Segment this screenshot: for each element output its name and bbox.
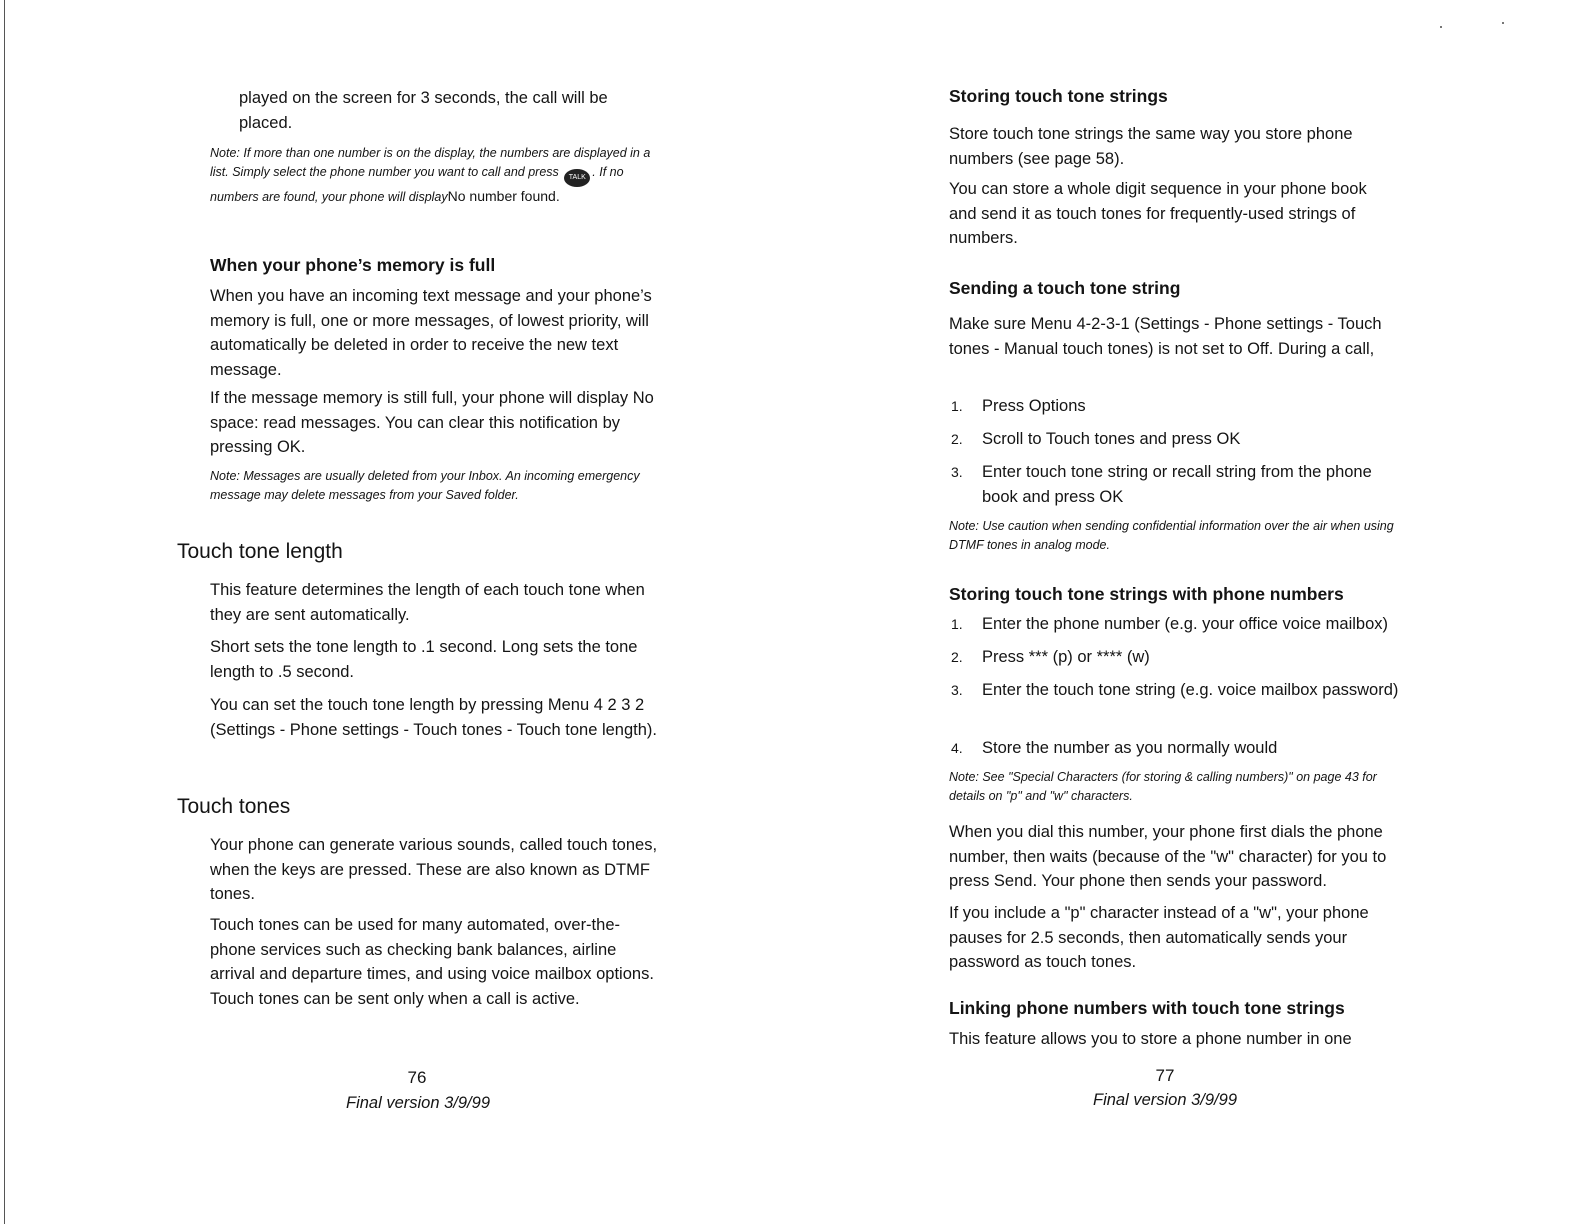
memory-full-paragraph-2: If the message memory is still full, your phone will display No space: read messages. You can clear this notification by pressing OK. — [210, 389, 654, 456]
touch-tone-length-paragraph-2: Short sets the tone length to .1 second. Long sets the tone length to .5 second. — [210, 638, 638, 681]
note-display-text: Note: If more than one number is on the display, the numbers are displayed in a list. Simply select the phone number you want to call and press — [210, 146, 651, 179]
no-number-found-text: No number found. — [447, 188, 560, 204]
memory-full-heading: When your phone’s memory is full — [210, 255, 496, 275]
with-numbers-paragraph-2: If you include a "p" character instead of a "w", your phone pauses for 2.5 seconds, then automatically sends your password as touch tones. — [949, 904, 1369, 971]
step-text: Press Options — [982, 397, 1086, 415]
step-text: Enter touch tone string or recall string from the phone book and press OK — [982, 463, 1372, 506]
step-number: 1. — [951, 616, 963, 632]
linking-heading: Linking phone numbers with touch tone strings — [949, 998, 1345, 1018]
linking-paragraph: This feature allows you to store a phone number in one — [949, 1030, 1352, 1048]
touch-tones-paragraph-2: Touch tones can be used for many automated, over-the-phone services such as checking bank balances, airline arrival and departure times, and using voice mailbox options. Touch tones can be sent only when a call is active. — [210, 916, 654, 1008]
step-text: Enter the touch tone string (e.g. voice mailbox password) — [982, 681, 1399, 699]
touch-tone-length-paragraph-3: You can set the touch tone length by pressing Menu 4 2 3 2 (Settings - Phone settings - Touch tones - Touch tone length). — [210, 696, 657, 739]
touch-tone-length-paragraph-1: This feature determines the length of each touch tone when they are sent automatically. — [210, 581, 645, 624]
note-display-text-2: . If no numbers are found, your phone will display — [210, 165, 624, 204]
step-text: Enter the phone number (e.g. your office voice mailbox) — [982, 615, 1388, 633]
storing-paragraph-2: You can store a whole digit sequence in your phone book and send it as touch tones for frequently-used strings of numbers. — [949, 180, 1367, 247]
right-page — [792, 0, 1584, 1224]
storing-heading: Storing touch tone strings — [949, 86, 1168, 106]
step-number: 2. — [951, 431, 963, 447]
with-numbers-heading: Storing touch tone strings with phone numbers — [949, 584, 1344, 604]
step-number: 1. — [951, 398, 963, 414]
step-number: 2. — [951, 649, 963, 665]
sending-note: Note: Use caution when sending confidential information over the air when using DTMF tones in analog mode. — [949, 519, 1394, 552]
page-number-left: 76 — [407, 1068, 427, 1087]
footer-right: Final version 3/9/99 — [1093, 1091, 1237, 1109]
intro-paragraph: played on the screen for 3 seconds, the call will be placed. — [239, 89, 608, 132]
memory-full-note: Note: Messages are usually deleted from your Inbox. An incoming emergency message may delete messages from your Saved folder. — [210, 469, 640, 502]
touch-tones-heading: Touch tones — [177, 795, 291, 818]
sending-heading: Sending a touch tone string — [949, 278, 1181, 298]
talk-key-icon: TALK — [564, 169, 590, 187]
step-number: 3. — [951, 682, 963, 698]
memory-full-paragraph-1: When you have an incoming text message and your phone’s memory is full, one or more messages, of lowest priority, will automatically be deleted in order to receive the new text message. — [210, 287, 652, 379]
note-display — [210, 144, 658, 207]
step-text: Scroll to Touch tones and press OK — [982, 430, 1241, 448]
step-text: Store the number as you normally would — [982, 739, 1278, 757]
storing-paragraph-1: Store touch tone strings the same way you store phone numbers (see page 58). — [949, 125, 1353, 168]
page-number-right: 77 — [1155, 1066, 1175, 1085]
step-number: 3. — [951, 464, 963, 480]
with-numbers-paragraph-1: When you dial this number, your phone first dials the phone number, then waits (because of the "w" character) for you to press Send. Your phone then sends your password. — [949, 823, 1387, 890]
sending-paragraph: Make sure Menu 4-2-3-1 (Settings - Phone settings - Touch tones - Manual touch tones) is not set to Off. During a call, — [949, 315, 1382, 358]
touch-tone-length-heading: Touch tone length — [177, 540, 343, 563]
touch-tones-paragraph-1: Your phone can generate various sounds, called touch tones, when the keys are pressed. These are also known as DTMF tones. — [210, 836, 658, 903]
step-number: 4. — [951, 740, 963, 756]
with-numbers-note: Note: See "Special Characters (for storing & calling numbers)" on page 43 for details on "p" and "w" characters. — [949, 770, 1377, 803]
step-text: Press *** (p) or **** (w) — [982, 648, 1150, 666]
footer-left: Final version 3/9/99 — [346, 1094, 490, 1112]
